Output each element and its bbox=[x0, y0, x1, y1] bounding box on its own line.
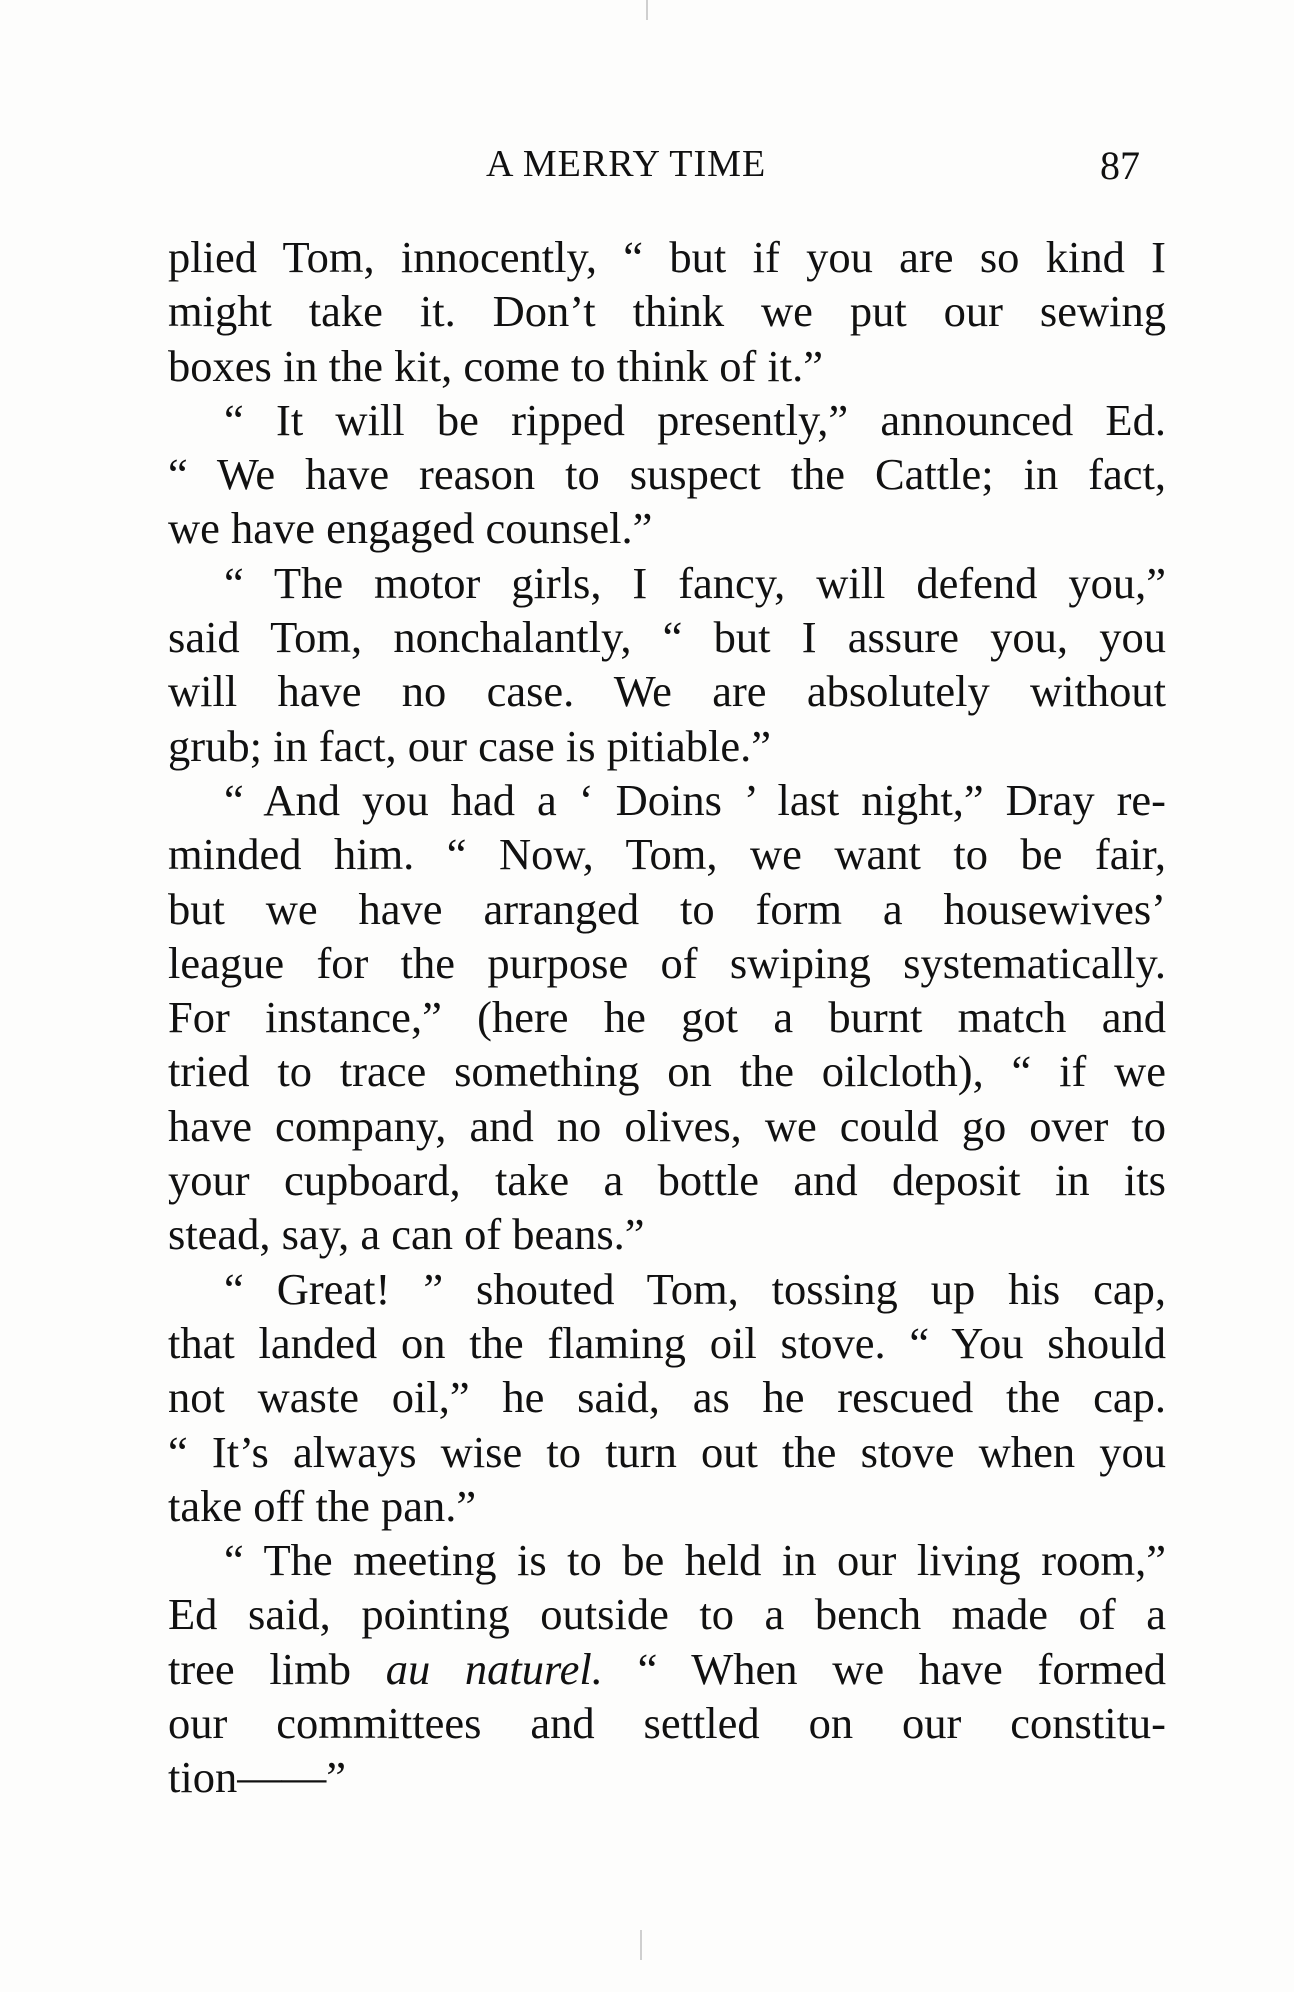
text-line: said Tom, nonchalantly, “ but I assure you, you bbox=[168, 612, 1166, 663]
text-line: plied Tom, innocently, “ but if you are so kind I bbox=[168, 232, 1166, 282]
text-line: minded him. “ Now, Tom, we want to be fair, bbox=[168, 829, 1166, 880]
text-line: Ed said, pointing outside to a bench made of a bbox=[168, 1589, 1166, 1640]
text-line: we have engaged counsel.” bbox=[168, 503, 653, 554]
text-line: league for the purpose of swiping systematically. bbox=[168, 937, 1166, 988]
text-line: but we have arranged to form a housewives’ bbox=[168, 883, 1166, 934]
text-line: that landed on the flaming oil stove. “ You should bbox=[168, 1317, 1166, 1368]
text-line: “ And you had a ‘ Doins ’ last night,” Dray re- bbox=[224, 774, 1166, 825]
italic-phrase: au naturel. bbox=[385, 1643, 603, 1694]
text-line: “ Great! ” shouted Tom, tossing up his cap, bbox=[224, 1263, 1166, 1314]
text-line: will have no case. We are absolutely without bbox=[168, 666, 1166, 717]
text-line: tried to trace something on the oilcloth), “ if we bbox=[168, 1046, 1166, 1097]
text-line: not waste oil,” he said, as he rescued the cap. bbox=[168, 1372, 1166, 1423]
text-line: might take it. Don’t think we put our sewing bbox=[168, 286, 1166, 337]
text-line: take off the pan.” bbox=[168, 1480, 477, 1531]
text-segment: “ When we have formed bbox=[637, 1643, 1166, 1694]
text-line: “ We have reason to suspect the Cattle; in fact, bbox=[168, 449, 1166, 500]
text-line: “ It will be ripped presently,” announced Ed. bbox=[224, 394, 1166, 445]
scan-mark-bottom bbox=[640, 1930, 642, 1960]
page-number: 87 bbox=[1100, 143, 1140, 188]
text-line: “ The motor girls, I fancy, will defend you,” bbox=[224, 557, 1166, 608]
body-text bbox=[168, 230, 1166, 1805]
text-line-with-italic bbox=[168, 1642, 1166, 1696]
text-line: stead, say, a can of beans.” bbox=[168, 1209, 645, 1260]
text-line: “ The meeting is to be held in our living room,” bbox=[224, 1535, 1166, 1586]
text-line: tion——” bbox=[168, 1752, 346, 1803]
text-line: have company, and no olives, we could go over to bbox=[168, 1100, 1166, 1151]
text-line: boxes in the kit, come to think of it.” bbox=[168, 340, 824, 391]
text-line: “ It’s always wise to turn out the stove when you bbox=[168, 1426, 1166, 1477]
text-line: our committees and settled on our constitu- bbox=[168, 1698, 1166, 1749]
text-segment: tree limb bbox=[168, 1643, 351, 1694]
running-title: A MERRY TIME bbox=[486, 143, 767, 185]
text-line: your cupboard, take a bottle and deposit in its bbox=[168, 1155, 1166, 1206]
text-line: grub; in fact, our case is pitiable.” bbox=[168, 720, 772, 771]
scan-mark-top bbox=[646, 0, 648, 20]
text-line: For instance,” (here he got a burnt match and bbox=[168, 992, 1166, 1043]
running-head bbox=[0, 142, 1294, 192]
